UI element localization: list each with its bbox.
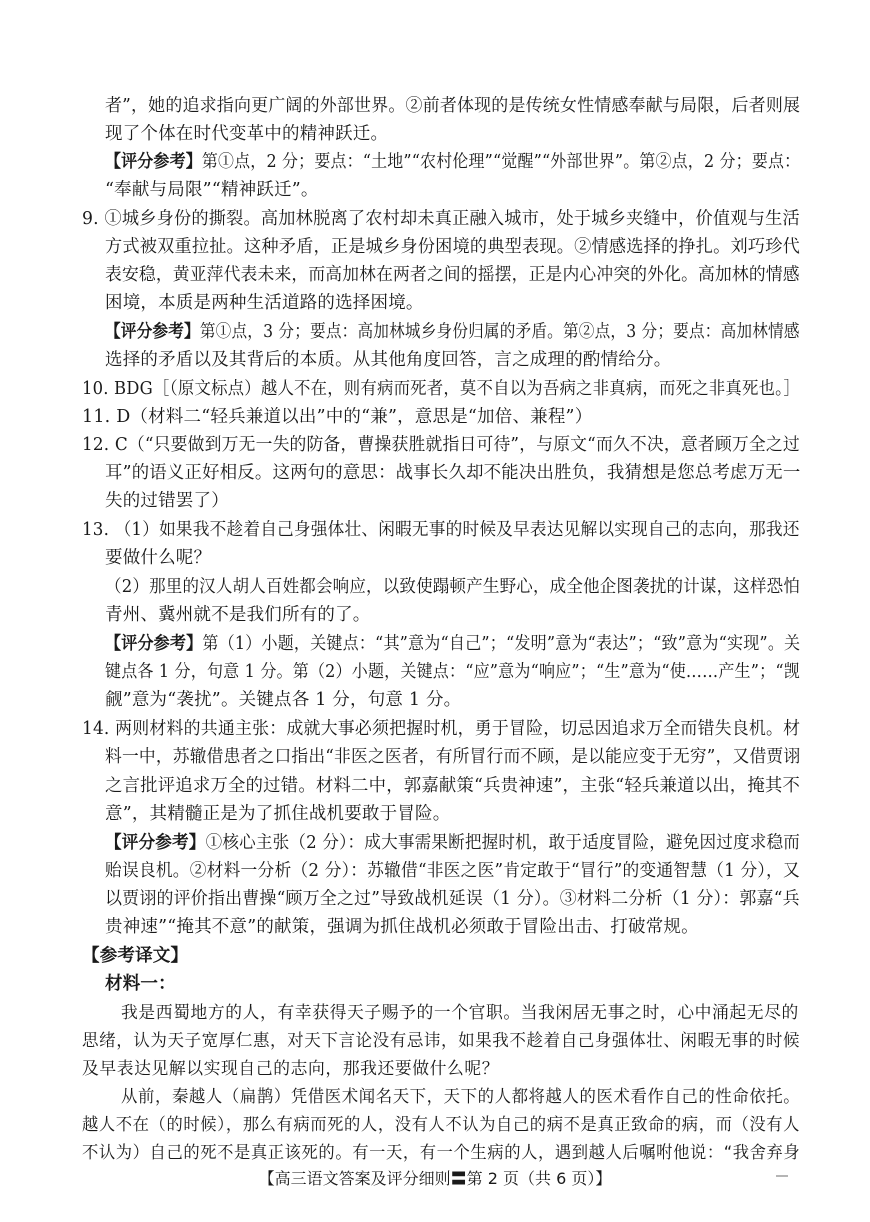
answer-13-line-1: 13. （1）如果我不趁着自己身强体壮、闲暇无事的时候及早表达见解以实现自己的志向，那我还 [82,520,800,540]
answer-14-line-1: 14. 两则材料的共通主张：成就大事必须把握时机，勇于冒险，切忌因追求万全而错失良机。材 [82,719,801,739]
material-one-heading: 材料一： [105,974,176,994]
answer-9-line-2: 方式被双重拉扯。这种矛盾，正是城乡身份困境的典型表现。②情感选择的挣扎。刘巧珍代 [105,237,800,257]
scoring-ref-8-line-1: 【评分参考】第①点，2 分；要点：“土地”“农村伦理”“觉醒”“外部世界”。第②点，2 分；要点： [105,152,801,172]
answer-14-line-2: 料一中，苏辙借患者之口指出“非医之医者，有所冒行而不顾，是以能应变于无穷”，又借贾诩 [105,747,801,767]
page-footer: 【高三语文答案及评分细则〓第 2 页（共 6 页）】 [258,1169,612,1188]
translation-line-5: 越人不在（的时候），那么有病而死的人，没有人不认为自己的病不是真正致命的病，而（没有人 [82,1114,801,1134]
answer-12-line-3: 失的过错罢了） [105,491,229,511]
answer-13-line-3: （2）那里的汉人胡人百姓都会响应，以致使蹋顿产生野心，成全他企图袭扰的计谋，这样恐怕 [105,577,801,597]
translation-line-3: 及早表达见解以实现自己的志向，那我还要做什么呢？ [82,1058,500,1078]
scan-mark [776,1175,788,1177]
scoring-ref-14-line-4: 贵神速”“掩其不意”的献策，强调为抓住战机必须敢于冒险出击、打破常规。 [105,917,699,937]
answer-10: 10. BDG［（原文标点）越人不在，则有病而死者，莫不自以为吾病之非真病，而死之非真死也。］ [82,379,801,399]
answer-8-line-3: 者”，她的追求指向更广阔的外部世界。②前者体现的是传统女性情感奉献与局限，后者则展 [105,96,801,116]
answer-11: 11. D（材料二“轻兵兼道以出”中的“兼”，意思是“加倍、兼程”） [82,407,593,427]
ref-translation-heading: 【参考译文】 [82,946,189,966]
answer-12-line-1: 12. C（“只要做到万无一失的防备，曹操获胜就指日可待”，与原文“而久不决，意者顾万全之过 [82,435,800,455]
scoring-ref-13-line-1: 【评分参考】第（1）小题，关键点：“其”意为“自己”；“发明”意为“表达”；“致”意为“实现”。关 [105,634,801,654]
scoring-ref-13-line-3: 觎”意为“袭扰”。关键点各 1 分，句意 1 分。 [105,690,462,710]
translation-line-1: 我是西蜀地方的人，有幸获得天子赐予的一个官职。当我闲居无事之时，心中涌起无尽的 [121,1002,799,1022]
scoring-ref-14-line-1: 【评分参考】①核心主张（2 分）：成大事需果断把握时机，敢于适度冒险，避免因过度求稳而 [105,833,801,853]
answer-8-line-4: 现了个体在时代变革中的精神跃迁。 [105,124,389,144]
translation-line-2: 思绪，认为天子宽厚仁惠，对天下言论没有忌讳，如果我不趁着自己身强体壮、闲暇无事的时候 [82,1030,801,1050]
answer-14-line-3: 之言批评追求万全的过错。材料二中，郭嘉献策“兵贵神速”，主张“轻兵兼道以出，掩其不 [105,776,801,796]
translation-line-4: 从前，秦越人（扁鹊）凭借医术闻名天下，天下的人都将越人的医术看作自己的性命依托。 [121,1086,801,1106]
answer-9-line-1: 9. ①城乡身份的撕裂。高加林脱离了农村却未真正融入城市，处于城乡夹缝中，价值观与生活 [82,209,800,229]
answer-9-line-3: 表安稳，黄亚萍代表未来，而高加林在两者之间的摇摆，正是内心冲突的外化。高加林的情感 [105,265,800,285]
answer-13-line-4: 青州、冀州就不是我们所有的了。 [105,605,371,625]
answer-9-line-4: 困境，本质是两种生活道路的选择困境。 [105,293,424,313]
scoring-ref-label: 【评分参考】 [105,634,203,654]
scoring-ref-9-line-2: 选择的矛盾以及其背后的本质。从其他角度回答，言之成理的酌情给分。 [105,350,672,370]
answer-12-line-2: 耳”的语义正好相反。这两句的意思：战事长久却不能决出胜负，我猜想是您总考虑万无一 [105,463,801,483]
scoring-ref-14-line-2: 贻误良机。②材料一分析（2 分）：苏辙借“非医之医”肯定敢于“冒行”的变通智慧（1 分），又 [105,861,800,881]
scoring-ref-9-line-1: 【评分参考】第①点，3 分；要点：高加林城乡身份归属的矛盾。第②点，3 分；要点：高加林情感 [105,322,800,342]
answer-14-line-4: 意”，其精髓正是为了抓住战机要敢于冒险。 [105,804,451,824]
scoring-ref-label: 【评分参考】 [105,833,206,853]
scoring-ref-8-line-2: “奉献与局限”“精神跃迁”。 [105,180,319,200]
scoring-ref-13-line-2: 键点各 1 分，句意 1 分。第（2）小题，关键点：“应”意为“响应”；“生”意为“使……产生”；“觊 [105,662,800,682]
scoring-ref-label: 【评分参考】 [105,322,200,342]
scoring-ref-14-line-3: 以贾诩的评价指出曹操“顾万全之过”导致战机延误（1 分）。③材料二分析（1 分）：郭嘉“兵 [105,889,800,909]
scoring-ref-label: 【评分参考】 [105,152,202,172]
translation-line-6: 不认为）自己的死不是真正该死的。有一天，有一个生病的人，遇到越人后嘱咐他说：“我舍弃身 [82,1142,801,1162]
answer-13-line-2: 要做什么呢？ [105,548,212,568]
